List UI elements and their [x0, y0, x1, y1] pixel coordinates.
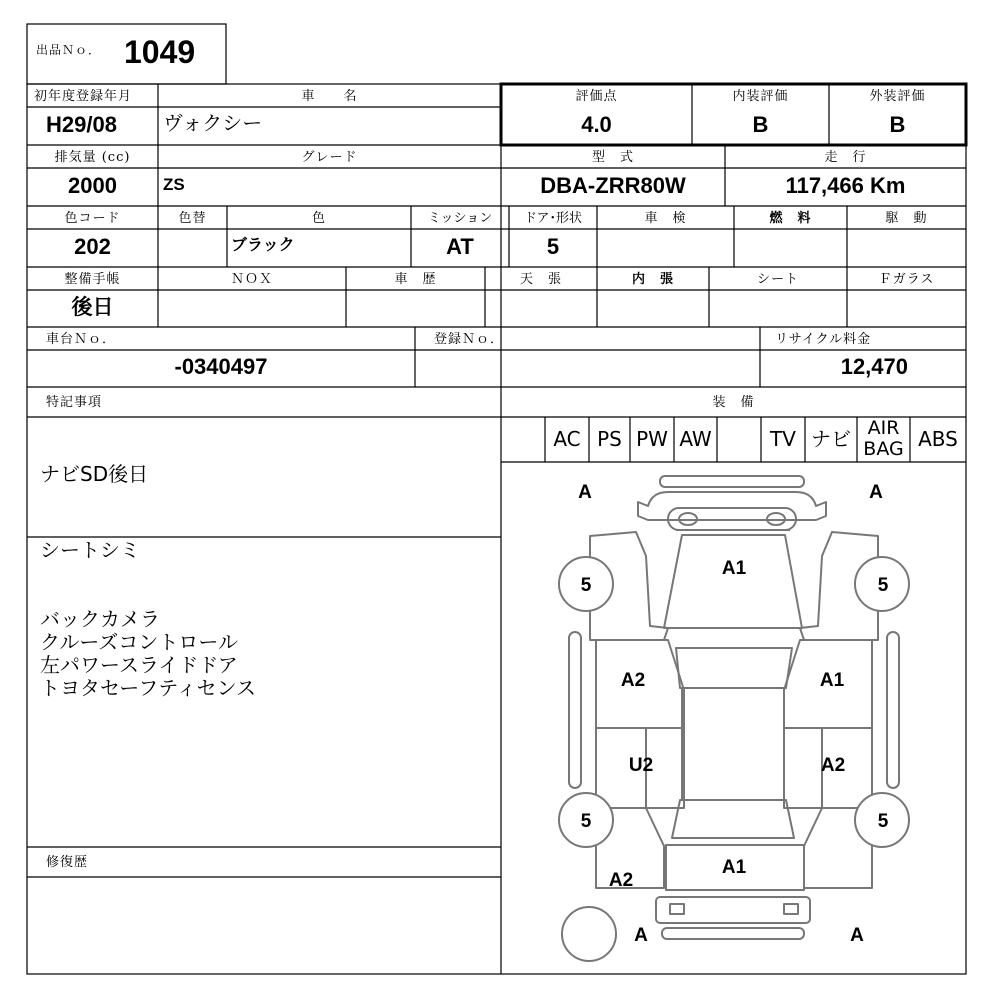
damage-rear-right-corner: A: [850, 925, 864, 946]
color-label: 色: [311, 211, 326, 226]
drive-label: 駆 動: [885, 211, 928, 226]
exterior-grade-value: B: [889, 112, 906, 137]
grade-value: ZS: [163, 175, 185, 194]
chassis-label: 車台Ｎｏ．: [46, 332, 117, 347]
inspection-label: 車 検: [644, 211, 687, 226]
fuel-label: 燃 料: [769, 211, 812, 226]
equipment-item-navi: ナビ: [811, 427, 851, 451]
tire-rear-right: 5: [877, 811, 889, 832]
repaint-label: 色替: [178, 211, 207, 226]
reg-no-label: 登録Ｎｏ．: [434, 332, 505, 347]
recycle-label: リサイクル料金: [775, 332, 872, 347]
nox-label: ＮＯＸ: [230, 272, 273, 287]
damage-front-right-corner: A: [869, 482, 883, 503]
damage-rear-left-corner: A: [634, 925, 648, 946]
tire-front-left: 5: [580, 575, 592, 596]
recycle-value: 12,470: [840, 354, 908, 379]
repair-history-label: 修復歴: [46, 855, 89, 870]
damage-right-rear-door: A2: [820, 755, 846, 776]
service-book-value: 後日: [71, 296, 114, 319]
damage-rear-gate: A1: [721, 857, 747, 878]
exterior-grade-label: 外装評価: [869, 89, 926, 104]
interior-grade-label: 内装評価: [732, 89, 789, 104]
equipment-item-tv: TV: [770, 427, 796, 451]
car-name-value: ヴォクシー: [163, 113, 263, 135]
displacement-label: 排気量 (cc): [54, 150, 131, 165]
note-line: トヨタセーフティセンス: [40, 676, 256, 700]
chassis-value: -0340497: [174, 354, 268, 379]
equipment-item-abs: ABS: [918, 427, 958, 451]
equipment-item-ac: AC: [553, 427, 581, 451]
mission-label: ミッション: [427, 211, 493, 226]
tire-front-right: 5: [877, 575, 889, 596]
tire-rear-left: 5: [580, 811, 592, 832]
interior-trim-label: 内 張: [631, 272, 674, 287]
color-code-value: 202: [74, 234, 111, 259]
special-notes-text: ナビSD後日: [40, 462, 149, 486]
service-book-label: 整備手帳: [64, 272, 121, 287]
first-reg-value: H29/08: [46, 112, 117, 137]
note-line: 左パワースライドドア: [40, 653, 238, 677]
score-value: 4.0: [581, 112, 612, 137]
mileage-value: 117,466 Km: [785, 173, 906, 198]
model-value: DBA-ZRR80W: [540, 173, 686, 198]
fglass-label: Ｆガラス: [878, 272, 935, 287]
equipment-label: 装 備: [712, 395, 755, 410]
mileage-label: 走 行: [824, 150, 867, 165]
color-code-label: 色コード: [64, 211, 121, 226]
history-label: 車 歴: [394, 272, 437, 287]
damage-front-left-corner: A: [578, 482, 592, 503]
door-value: 5: [546, 234, 560, 259]
equipment-item-airbag: AIR BAG: [863, 417, 904, 460]
equipment-item-aw: AW: [679, 427, 712, 451]
damage-left-front-door: A2: [620, 670, 646, 691]
model-label: 型 式: [591, 150, 634, 165]
car-damage-diagram: [501, 462, 966, 974]
score-label: 評価点: [575, 89, 618, 104]
lot-number: 1049: [124, 34, 196, 70]
damage-hood: A1: [721, 558, 747, 579]
door-label: ドア･形状: [523, 211, 583, 226]
equipment-item-pw: PW: [636, 427, 668, 451]
equipment-item-ps: PS: [597, 427, 622, 451]
color-value: ブラック: [231, 237, 295, 254]
first-reg-label: 初年度登録年月: [34, 89, 133, 104]
special-notes-label: 特記事項: [46, 395, 103, 410]
displacement-value: 2000: [68, 173, 117, 198]
roof-label: 天 張: [519, 272, 562, 287]
grade-label: グレード: [301, 150, 358, 165]
damage-rear-left-quarter: A2: [608, 870, 634, 891]
lot-label: 出品Ｎｏ．: [36, 43, 102, 57]
damage-left-rear-door: U2: [628, 755, 654, 776]
damage-right-front-door: A1: [819, 670, 845, 691]
note-line: クルーズコントロール: [40, 630, 238, 654]
note-line: シートシミ: [40, 538, 140, 562]
car-name-label: 車 名: [301, 89, 358, 104]
seat-label: シート: [756, 272, 799, 287]
mission-value: AT: [446, 234, 474, 259]
note-line: バックカメラ: [40, 607, 160, 631]
interior-grade-value: B: [752, 112, 769, 137]
